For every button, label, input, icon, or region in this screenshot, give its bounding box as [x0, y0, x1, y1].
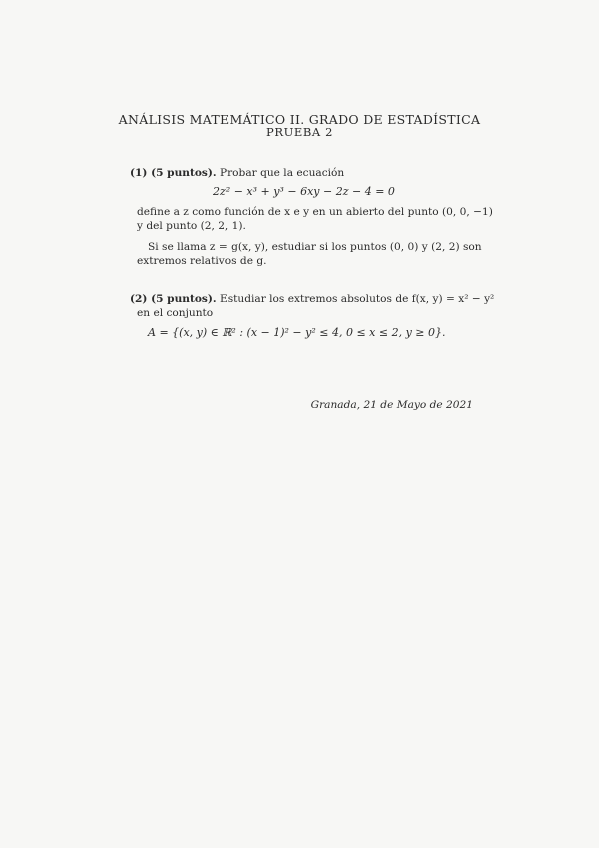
problem-1-intro: Probar que la ecuación: [219, 167, 345, 179]
problem-2-intro: Estudiar los extremos absolutos de f(x, y) = x² − y²: [219, 293, 495, 305]
problem-1-heading: [130, 166, 344, 180]
problem-1-line-3: y del punto (2, 2, 1).: [137, 220, 246, 232]
problem-2-line-2: en el conjunto: [137, 307, 214, 319]
exam-title: ANÁLISIS MATEMÁTICO II. GRADO DE ESTADÍSTICA: [118, 112, 481, 127]
problem-1-line-5: extremos relativos de g.: [137, 255, 267, 267]
problem-1-label: (1) (5 puntos).: [130, 167, 217, 179]
problem-2-label: (2) (5 puntos).: [130, 293, 217, 305]
problem-1-line-4: Si se llama z = g(x, y), estudiar si los puntos (0, 0) y (2, 2) son: [148, 241, 482, 253]
problem-2-set: A = {(x, y) ∈ ℝ² : (x − 1)² − y² ≤ 4, 0 ≤ x ≤ 2, y ≥ 0}.: [148, 326, 446, 339]
problem-1-equation: 2z² − x³ + y³ − 6xy − 2z − 4 = 0: [213, 185, 395, 198]
exam-date: Granada, 21 de Mayo de 2021: [310, 399, 473, 411]
exam-subtitle: PRUEBA 2: [265, 125, 333, 139]
problem-1-line-2: define a z como función de x e y en un abierto del punto (0, 0, −1): [137, 206, 493, 218]
problem-2-heading: [130, 292, 494, 306]
